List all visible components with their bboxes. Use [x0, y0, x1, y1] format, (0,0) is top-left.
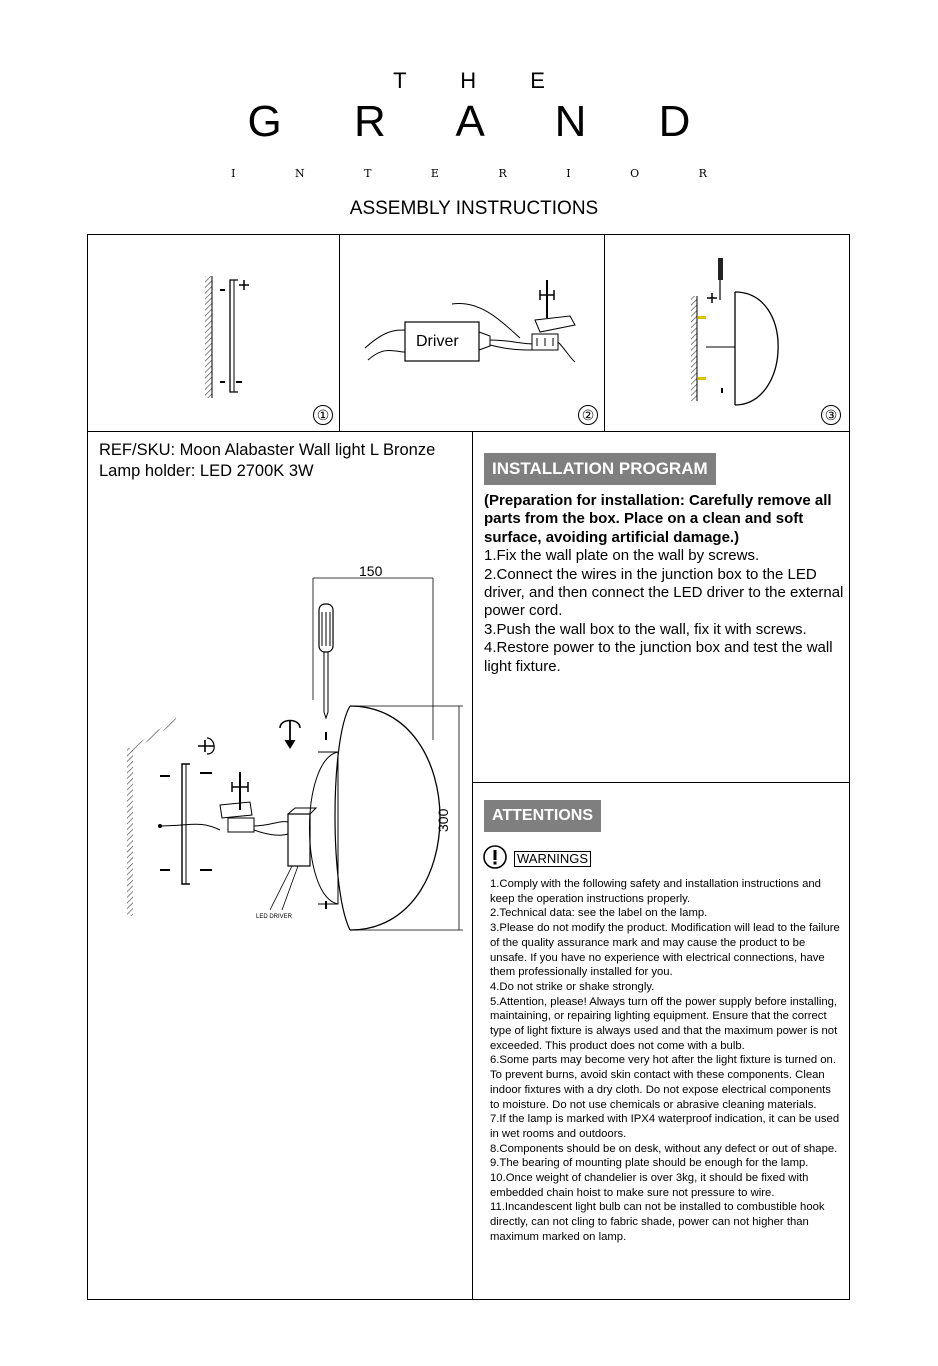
- ref-sku: REF/SKU: Moon Alabaster Wall light L Bronze: [99, 441, 436, 459]
- warning-item: 5.Attention, please! Always turn off the power supply before installing, maintaining, or repairing lighting equipment. Ensure that the correct type of light fixture is always used and that the maximum power is not exceeded. This product does not come with a bulb.: [490, 995, 838, 1052]
- attentions-heading: ATTENTIONS: [484, 800, 601, 832]
- height-dimension: 300: [435, 808, 451, 832]
- warning-item: 1.Comply with the following safety and installation instructions and keep the operation instructions properly.: [490, 878, 821, 905]
- led-driver-caption: LED DRIVER: [256, 914, 293, 920]
- driver-label: Driver: [416, 333, 459, 350]
- install-step: 2.Connect the wires in the junction box to the LED driver, and then connect the LED driver to the external power cord.: [484, 565, 844, 620]
- warnings-list: [490, 877, 840, 1245]
- brand-logo-line3: I N T E R I O R: [231, 167, 735, 180]
- install-step: 3.Push the wall box to the wall, fix it with screws.: [484, 620, 807, 638]
- warning-icon: [483, 845, 509, 871]
- step-number: ③: [821, 405, 841, 425]
- warning-item: 8.Components should be on desk, without any defect or out of shape.: [490, 1142, 838, 1155]
- warning-item: 9.The bearing of mounting plate should be enough for the lamp.: [490, 1157, 809, 1170]
- warning-item: 3.Please do not modify the product. Modification will lead to the failure of the quality assurance mark and may cause the product to be unsafe. If you have no experience with electrical connections, have them professionally installed for you.: [490, 922, 840, 979]
- warning-item: 11.Incandescent light bulb can not be installed to combustible hook directly, can not cling to fabric shade, power can not higher than maximum marked on lamp.: [490, 1201, 825, 1243]
- install-step: 1.Fix the wall plate on the wall by screws.: [484, 547, 760, 565]
- installation-text: [484, 492, 846, 676]
- warning-item: 10.Once weight of chandelier is over 3kg, it should be fixed with embedded chain hoist to make sure not pressure to wire.: [490, 1172, 809, 1199]
- brand-logo-line1: T H E: [393, 68, 569, 93]
- step-number: ②: [578, 405, 598, 425]
- warning-item: 2.Technical data: see the label on the lamp.: [490, 907, 708, 920]
- preparation-note: (Preparation for installation: Carefully remove all parts from the box. Place on a clean and soft surface, avoiding artificial damage.): [484, 492, 832, 546]
- width-dimension: 150: [359, 563, 383, 579]
- warning-item: 4.Do not strike or shake strongly.: [490, 980, 655, 993]
- lamp-holder: Lamp holder: LED 2700K 3W: [99, 462, 314, 480]
- warnings-label: WARNINGS: [514, 851, 591, 867]
- brand-logo-line2: G R A N D: [247, 97, 721, 146]
- warning-item: 6.Some parts may become very hot after the light fixture is turned on. To prevent burns, avoid skin contact with these components. Clean indoor fixtures with a dry cloth. Do not expose electrical components to moisture. Do not use chemicals or abrasive cleaning materials.: [490, 1054, 836, 1111]
- install-step: 4.Restore power to the junction box and test the wall light fixture.: [484, 639, 833, 675]
- step-number: ①: [313, 405, 333, 425]
- installation-heading: INSTALLATION PROGRAM: [484, 453, 716, 485]
- document-title: ASSEMBLY INSTRUCTIONS: [349, 198, 599, 219]
- warning-item: 7.If the lamp is marked with IPX4 waterproof indication, it can be used in wet rooms and outdoors.: [490, 1113, 840, 1140]
